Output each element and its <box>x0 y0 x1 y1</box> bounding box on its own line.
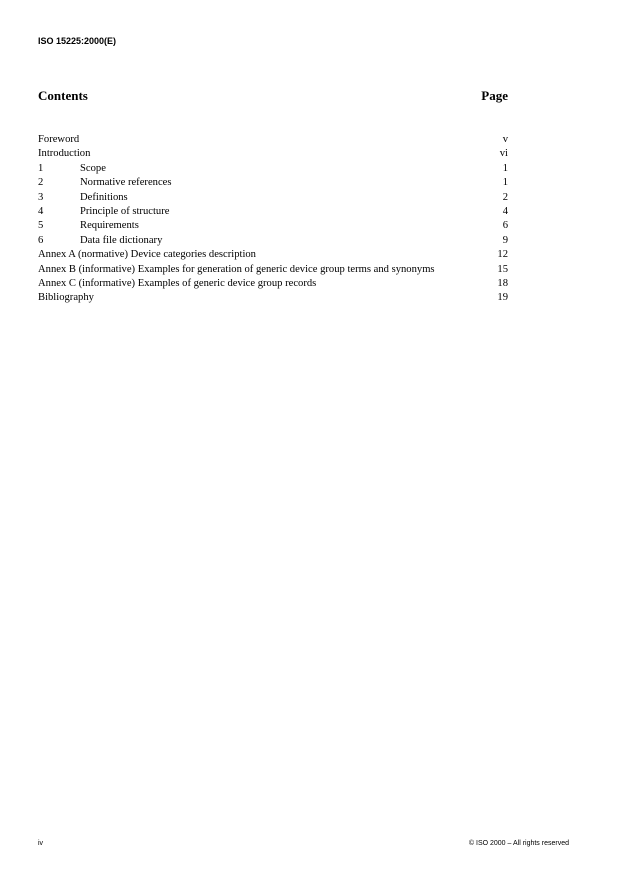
table-of-contents <box>38 133 508 306</box>
toc-entry[interactable] <box>38 234 508 248</box>
toc-entry-page: 19 <box>497 292 508 304</box>
toc-entry-text: Principle of structure <box>80 206 170 218</box>
toc-entry-title <box>38 147 478 161</box>
toc-entry-text: Bibliography <box>38 292 94 304</box>
toc-entry-page: 9 <box>502 234 508 246</box>
toc-entry-title <box>38 248 478 262</box>
toc-entry-number: 1 <box>38 162 44 174</box>
toc-entry-text: Normative references <box>80 177 172 189</box>
toc-entry-text: Scope <box>80 162 106 174</box>
toc-entry-title <box>38 205 478 219</box>
page-column-title: Page <box>481 88 508 103</box>
toc-entry-number: 6 <box>38 234 44 246</box>
toc-entry-title <box>38 277 478 291</box>
toc-entry-title <box>38 191 478 205</box>
toc-entry-text: Foreword <box>38 134 80 145</box>
toc-entry-page: 1 <box>502 162 508 174</box>
toc-entry[interactable] <box>38 248 508 262</box>
page-number: iv <box>38 840 44 847</box>
toc-entry-text: Annex B (informative) Examples for generation of generic device group terms and synonyms <box>38 263 435 275</box>
toc-entry-page: 18 <box>497 278 508 290</box>
toc-entry[interactable] <box>38 263 508 277</box>
document-header: ISO 15225:2000(E) <box>38 36 117 46</box>
toc-entry[interactable] <box>38 176 508 190</box>
toc-entry[interactable] <box>38 291 508 305</box>
toc-entry-page: 12 <box>497 249 508 261</box>
toc-entry[interactable] <box>38 162 508 176</box>
toc-entry[interactable] <box>38 277 508 291</box>
toc-entry[interactable] <box>38 133 508 147</box>
toc-entry-title <box>38 162 478 176</box>
toc-entry-title <box>38 219 478 233</box>
copyright: © ISO 2000 – All rights reserved <box>468 840 569 847</box>
toc-entry-page: 2 <box>502 191 508 203</box>
toc-entry-page: 1 <box>502 177 508 189</box>
toc-entry-page: 4 <box>502 206 508 218</box>
toc-entry[interactable] <box>38 147 508 161</box>
toc-entry-text: Annex C (informative) Examples of generic device group records <box>38 278 317 290</box>
toc-entry[interactable] <box>38 205 508 219</box>
toc-entry-page: vi <box>499 148 508 160</box>
toc-entry-text: Data file dictionary <box>80 234 163 246</box>
toc-entry-number: 2 <box>38 177 44 189</box>
contents-title: Contents <box>38 88 88 103</box>
toc-entry[interactable] <box>38 219 508 233</box>
toc-entry-text: Requirements <box>80 220 139 232</box>
toc-entry-page: 6 <box>502 220 508 232</box>
toc-entry-text: Introduction <box>38 148 91 160</box>
toc-entry-number: 5 <box>38 220 44 232</box>
toc-entry-title <box>38 176 478 190</box>
toc-entry-text: Definitions <box>80 191 128 203</box>
toc-entry[interactable] <box>38 191 508 205</box>
toc-entry-page: 15 <box>497 263 508 275</box>
toc-entry-page: v <box>502 134 508 145</box>
toc-entry-title <box>38 234 478 248</box>
toc-entry-title <box>38 291 478 305</box>
toc-entry-title <box>38 263 458 277</box>
toc-entry-number: 4 <box>38 206 44 218</box>
toc-entry-text: Annex A (normative) Device categories description <box>38 249 256 261</box>
toc-entry-title <box>38 133 478 147</box>
toc-entry-number: 3 <box>38 191 44 203</box>
